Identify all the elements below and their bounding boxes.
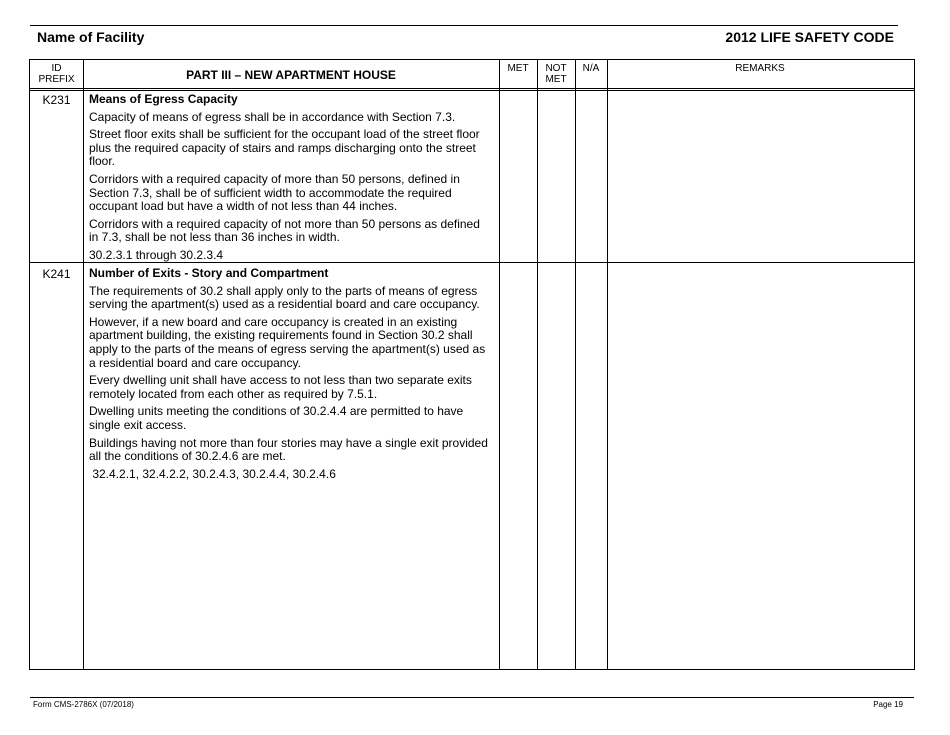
row-title: Number of Exits - Story and Compartment [89, 266, 329, 280]
not-met-label-1: NOT [545, 63, 567, 74]
na-header: N/A [582, 63, 600, 74]
col-divider [83, 60, 84, 669]
row-paragraph: Street floor exits shall be sufficient for the occupant load of the street floor plus the required capacity of stairs and ramps discharging onto the street floor. [89, 127, 480, 169]
col-divider [499, 60, 500, 669]
code-title: 2012 LIFE SAFETY CODE [725, 29, 894, 45]
prefix-header-label: PREFIX [38, 74, 75, 85]
row-paragraph: Buildings having not more than four stories may have a single exit provided all the conditions of 30.2.4.6 are met. [89, 435, 488, 464]
col-divider [537, 60, 538, 669]
row-paragraph: Corridors with a required capacity of not more than 50 persons as defined in 7.3, shall be not less than 36 inches in width. [89, 216, 480, 245]
row-content [89, 93, 489, 267]
header-divider [30, 90, 914, 91]
not-met-header [537, 63, 575, 85]
not-met-label-2: MET [545, 74, 567, 85]
page-number: Page 19 [873, 700, 903, 709]
col-divider [607, 60, 608, 669]
footer-rule [30, 697, 914, 698]
part-title: PART III – NEW APARTMENT HOUSE [186, 68, 396, 82]
row-id: K241 [42, 267, 71, 281]
id-header-label: ID [51, 63, 62, 74]
top-rule [30, 25, 898, 26]
header-divider [30, 88, 914, 89]
row-paragraph: Capacity of means of egress shall be in accordance with Section 7.3. [89, 109, 456, 124]
row-title: Means of Egress Capacity [89, 92, 238, 106]
facility-name: Name of Facility [37, 29, 145, 45]
col-divider [575, 60, 576, 669]
met-header: MET [507, 63, 529, 74]
row-reference: 32.4.2.1, 32.4.2.2, 30.2.4.3, 30.2.4.4, 30.2.4.6 [89, 466, 336, 481]
row-paragraph: Dwelling units meeting the conditions of 30.2.4.4 are permitted to have single exit access. [89, 404, 464, 432]
form-number: Form CMS-2786X (07/2018) [33, 700, 134, 709]
row-id: K231 [42, 93, 71, 107]
row-reference: 30.2.3.1 through 30.2.3.4 [89, 247, 224, 262]
row-paragraph: Corridors with a required capacity of more than 50 persons, defined in Section 7.3, shall be of sufficient width to accommodate the required occupant load but have a width of not less than 44 inches. [89, 171, 460, 214]
remarks-header: REMARKS [735, 63, 785, 74]
row-content [89, 267, 489, 485]
row-paragraph: However, if a new board and care occupancy is created in an existing apartment building, the existing requirements found in Section 30.2 shall apply to the parts of the means of egress serving the apartment(s) used as a residential board and care occupancy. [89, 314, 486, 370]
row-paragraph: Every dwelling unit shall have access to not less than two separate exits remotely located from each other as required by 7.5.1. [89, 373, 472, 401]
checklist-table [29, 59, 915, 670]
id-prefix-header [30, 63, 83, 85]
row-paragraph: The requirements of 30.2 shall apply only to the parts of means of egress serving the apartment(s) used as a residential board and care occupancy. [89, 283, 480, 312]
